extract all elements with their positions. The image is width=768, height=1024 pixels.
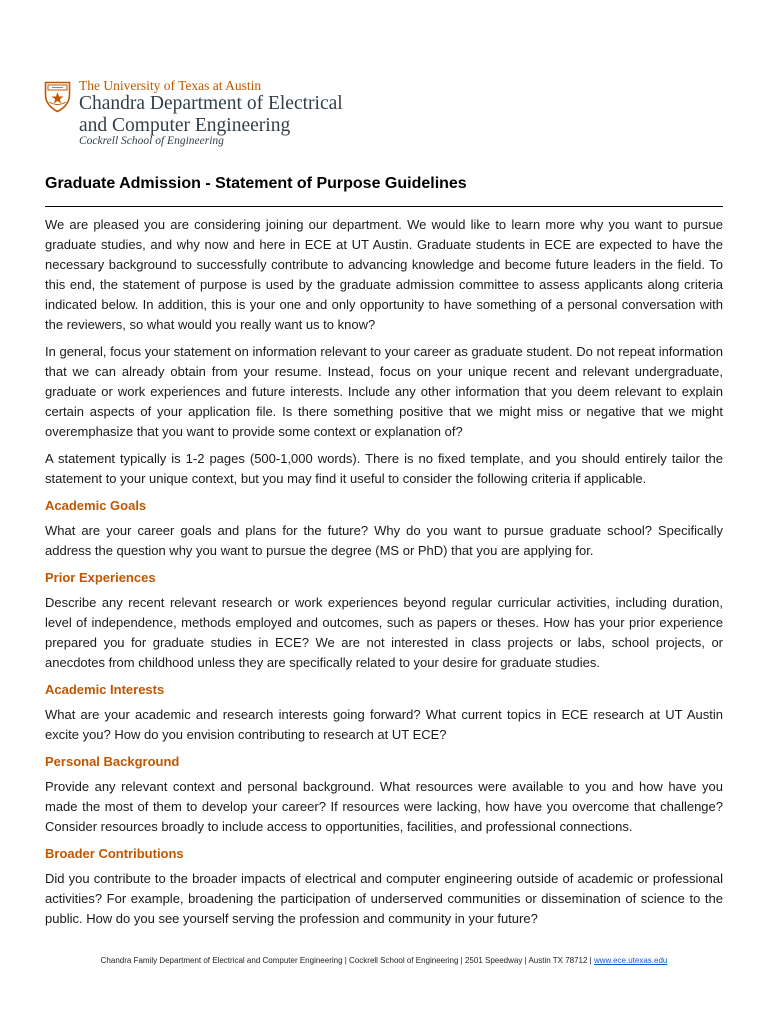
section-heading-personal-background: Personal Background xyxy=(45,754,180,769)
section-text-academic-goals: What are your career goals and plans for the future? Why do you want to pursue graduate school? Specifically address the question why you want to pursue the degree (MS or PhD) that you are applying for. xyxy=(45,523,723,558)
ut-shield-icon xyxy=(44,81,71,113)
school-name: Cockrell School of Engineering xyxy=(79,135,224,147)
section-text-broader-contributions: Did you contribute to the broader impacts of electrical and computer engineering outside of academic or professional activities? For example, broadening the participation of underserved communities or dissemination of science to the public. How do you see yourself serving the profession and community in your future? xyxy=(45,871,723,926)
section-text-prior-experiences: Describe any recent relevant research or work experiences beyond regular curricular activities, including duration, level of independence, methods employed and outcomes, such as papers or theses. How has your prior experience prepared you for graduate studies in ECE? We are not interested in class projects or labs, school projects, or anecdotes from childhood unless they are specifically related to your desire for graduate studies. xyxy=(45,595,723,670)
section-heading-academic-interests: Academic Interests xyxy=(45,682,165,697)
section-heading-broader-contributions: Broader Contributions xyxy=(45,846,184,861)
section-text-personal-background: Provide any relevant context and personal background. What resources were available to you and how have you made the most of them to develop your career? If resources were lacking, how have you overcome that challenge? Consider resources broadly to include access to opportunities, facilities, and professional connections. xyxy=(45,779,723,834)
section-text-academic-interests: What are your academic and research interests going forward? What current topics in ECE research at UT Austin excite you? How do you envision contributing to research at UT ECE? xyxy=(45,707,723,742)
document-title: Graduate Admission - Statement of Purpose Guidelines xyxy=(45,175,467,192)
ut-ece-logo xyxy=(44,78,374,158)
intro-paragraph: We are pleased you are considering joining our department. We would like to learn more why you want to pursue graduate studies, and why now and here in ECE at UT Austin. Graduate students in ECE are expected to have the necessary background to successfully contribute to advancing knowledge and become future leaders in the field. To this end, the statement of purpose is used by the graduate admission committee to assess applicants along criteria indicated below. In addition, this is your one and only opportunity to have something of a personal conversation with the reviewers, so what would you really want us to know? xyxy=(45,217,723,332)
page-footer xyxy=(0,956,768,965)
footer-text: Chandra Family Department of Electrical and Computer Engineering | Cockrell School of Engineering | 2501 Speedway | Austin TX 78712 | xyxy=(100,956,594,965)
title-divider xyxy=(45,206,723,207)
intro-paragraph: A statement typically is 1-2 pages (500-1,000 words). There is no fixed template, and you should entirely tailor the statement to your unique context, but you may find it useful to consider the following criteria if applicable. xyxy=(45,451,723,486)
intro-paragraph: In general, focus your statement on information relevant to your career as graduate student. Do not repeat information that we can already obtain from your resume. Instead, focus on your unique recent and relevant undergraduate, graduate or work experiences and future interests. Include any other information that you deem relevant to explain certain aspects of your application file. Is there something positive that we might miss or negative that we might overemphasize that you want to provide some context or explanation of? xyxy=(45,344,723,439)
section-heading-prior-experiences: Prior Experiences xyxy=(45,570,156,585)
footer-website-link[interactable]: www.ece.utexas.edu xyxy=(593,956,668,965)
document-body xyxy=(45,215,723,936)
university-name: The University of Texas at Austin xyxy=(79,78,262,93)
department-name-line1: Chandra Department of Electrical xyxy=(79,93,343,114)
section-heading-academic-goals: Academic Goals xyxy=(45,498,147,513)
department-name-line2: and Computer Engineering xyxy=(79,115,291,136)
